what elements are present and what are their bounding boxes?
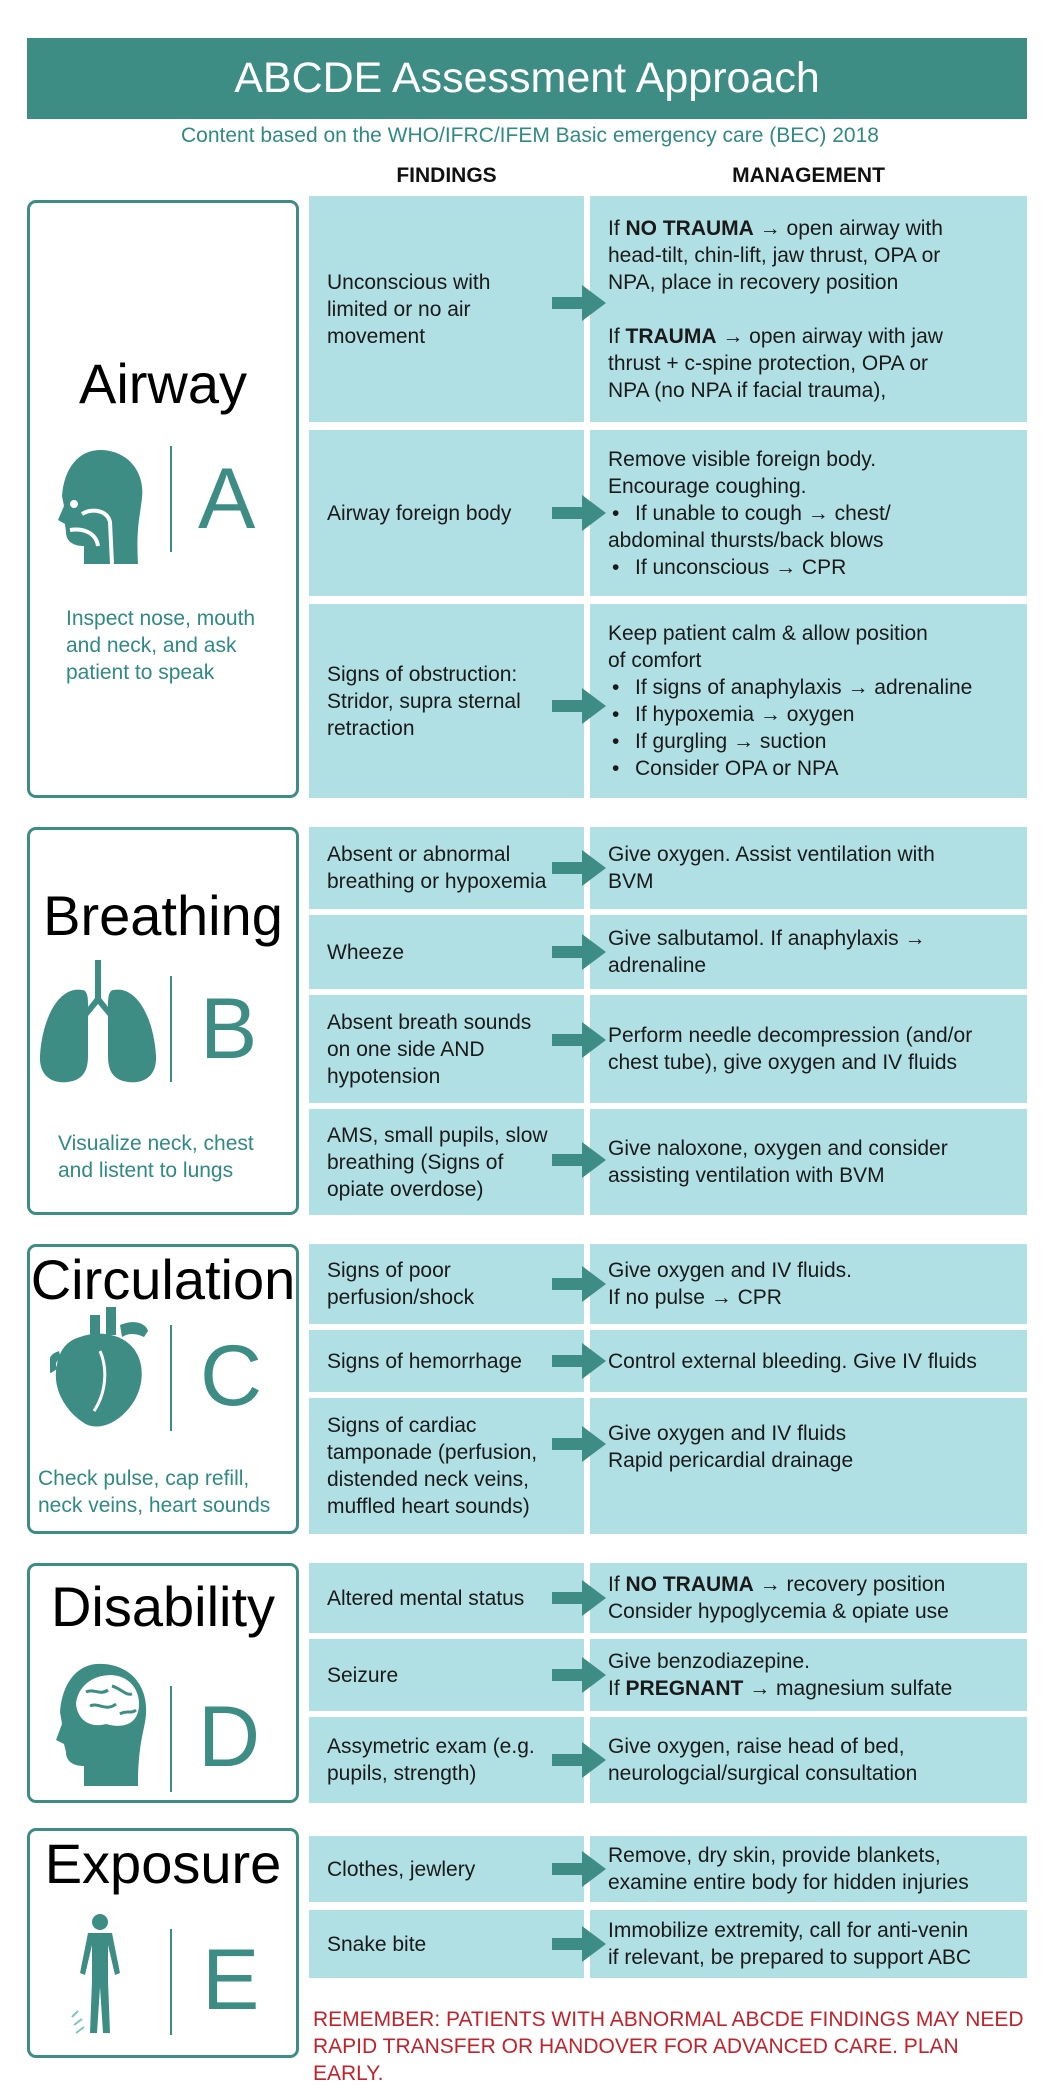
management-cell: Immobilize extremity, call for anti-venin if relevant, be prepared to support ABC xyxy=(590,1910,1027,1978)
finding-cell: Signs of obstruction: Stridor, supra sternal retraction xyxy=(309,604,584,798)
management-cell: Perform needle decompression (and/or chest tube), give oxygen and IV fluids xyxy=(590,995,1027,1103)
management-cell: Remove, dry skin, provide blankets, examine entire body for hidden injuries xyxy=(590,1836,1027,1902)
section-note: Visualize neck, chest and listent to lungs xyxy=(58,1132,254,1182)
arrow-right-icon xyxy=(552,1849,608,1889)
management-cell: Give oxygen and IV fluids. If no pulse → CPR xyxy=(590,1244,1027,1324)
management-cell: If NO TRAUMA → recovery position Consider hypoglycemia & opiate use xyxy=(590,1563,1027,1633)
management-cell: Give oxygen and IV fluids Rapid pericardial drainage xyxy=(590,1398,1027,1534)
finding-cell: Absent breath sounds on one side AND hypotension xyxy=(309,995,584,1103)
finding-cell: Snake bite xyxy=(309,1910,584,1978)
finding-cell: Seizure xyxy=(309,1639,584,1711)
section-letter: B xyxy=(200,981,258,1077)
management-cell: Keep patient calm & allow position of comfort • If signs of anaphylaxis → adrenaline • If hypoxemia → oxygen • If gurgling → suction • Consider OPA or NPA xyxy=(590,604,1027,798)
section-airway xyxy=(27,200,299,798)
findings-column-header: FINDINGS xyxy=(396,164,497,187)
arrow-right-icon xyxy=(552,686,608,726)
arrow-right-icon xyxy=(552,1740,608,1780)
finding-cell: AMS, small pupils, slow breathing (Signs of opiate overdose) xyxy=(309,1109,584,1215)
arrow-right-icon xyxy=(552,1140,608,1180)
section-letter: A xyxy=(198,451,256,547)
management-cell: If NO TRAUMA → open airway with head-tilt, chin-lift, jaw thrust, OPA or NPA, place in recovery position If TRAUMA → open airway with jaw thrust + c-spine protection, OPA or NPA (no NPA if facial trauma), xyxy=(590,196,1027,422)
management-cell: Give oxygen. Assist ventilation with BVM xyxy=(590,827,1027,909)
finding-cell: Unconscious with limited or no air movement xyxy=(309,196,584,422)
section-note: Inspect nose, mouth and neck, and ask patient to speak xyxy=(66,607,256,684)
finding-cell: Clothes, jewlery xyxy=(309,1836,584,1902)
section-breathing xyxy=(27,827,299,1215)
section-circulation xyxy=(27,1244,299,1534)
heart-icon xyxy=(50,1307,150,1432)
arrow-right-icon xyxy=(552,1020,608,1060)
head-airway-icon xyxy=(52,446,147,566)
page-title: ABCDE Assessment Approach xyxy=(27,38,1027,119)
management-cell: Give naloxone, oxygen and consider assisting ventilation with BVM xyxy=(590,1109,1027,1215)
arrow-right-icon xyxy=(552,1578,608,1618)
arrow-right-icon xyxy=(552,283,608,323)
section-title: Breathing xyxy=(43,884,283,947)
management-cell: Give oxygen, raise head of bed, neurologcial/surgical consultation xyxy=(590,1717,1027,1803)
section-title: Circulation xyxy=(30,1248,296,1311)
section-letter: E xyxy=(202,1932,260,2028)
arrow-right-icon xyxy=(552,1655,608,1695)
management-cell: Remove visible foreign body. Encourage coughing. • If unable to cough → chest/ abdominal thursts/back blows • If unconscious → CPR xyxy=(590,430,1027,596)
arrow-right-icon xyxy=(552,493,608,533)
finding-cell: Airway foreign body xyxy=(309,430,584,596)
section-divider xyxy=(170,1325,172,1431)
finding-cell: Assymetric exam (e.g. pupils, strength) xyxy=(309,1717,584,1803)
arrow-right-icon xyxy=(552,1264,608,1304)
arrow-right-icon xyxy=(552,1924,608,1964)
management-cell: Give salbutamol. If anaphylaxis → adrenaline xyxy=(590,915,1027,989)
section-divider xyxy=(170,976,172,1082)
section-note: Check pulse, cap refill, neck veins, heart sounds xyxy=(38,1467,271,1517)
brain-head-icon xyxy=(50,1662,150,1788)
finding-cell: Absent or abnormal breathing or hypoxemia xyxy=(309,827,584,909)
lungs-icon xyxy=(38,960,158,1085)
section-title: Disability xyxy=(50,1575,276,1638)
section-letter: D xyxy=(198,1689,261,1785)
section-disability xyxy=(27,1563,299,1803)
arrow-right-icon xyxy=(552,848,608,888)
finding-cell: Signs of hemorrhage xyxy=(309,1330,584,1392)
management-cell: Give benzodiazepine. If PREGNANT → magnesium sulfate xyxy=(590,1639,1027,1711)
management-cell: Control external bleeding. Give IV fluids xyxy=(590,1330,1027,1392)
section-exposure xyxy=(27,1828,299,2058)
section-divider xyxy=(170,1929,172,2035)
section-divider xyxy=(170,446,172,552)
finding-cell: Signs of cardiac tamponade (perfusion, distended neck veins, muffled heart sounds) xyxy=(309,1398,584,1534)
arrow-right-icon xyxy=(552,932,608,972)
section-title: Airway xyxy=(78,352,248,415)
section-letter: C xyxy=(200,1328,263,1424)
finding-cell: Wheeze xyxy=(309,915,584,989)
finding-cell: Signs of poor perfusion/shock xyxy=(309,1244,584,1324)
section-divider xyxy=(170,1686,172,1792)
page-subtitle: Content based on the WHO/IFRC/IFEM Basic emergency care (BEC) 2018 xyxy=(181,124,879,147)
reminder-note: REMEMBER: PATIENTS WITH ABNORMAL ABCDE FINDINGS MAY NEED RAPID TRANSFER OR HANDOVER FOR ADVANCED CARE. PLAN EARLY. xyxy=(313,2008,1024,2085)
section-title: Exposure xyxy=(44,1832,282,1895)
arrow-right-icon xyxy=(552,1341,608,1381)
finding-cell: Altered mental status xyxy=(309,1563,584,1633)
arrow-right-icon xyxy=(552,1424,608,1464)
body-snakebite-icon xyxy=(70,1913,130,2039)
management-column-header: MANAGEMENT xyxy=(732,164,885,187)
